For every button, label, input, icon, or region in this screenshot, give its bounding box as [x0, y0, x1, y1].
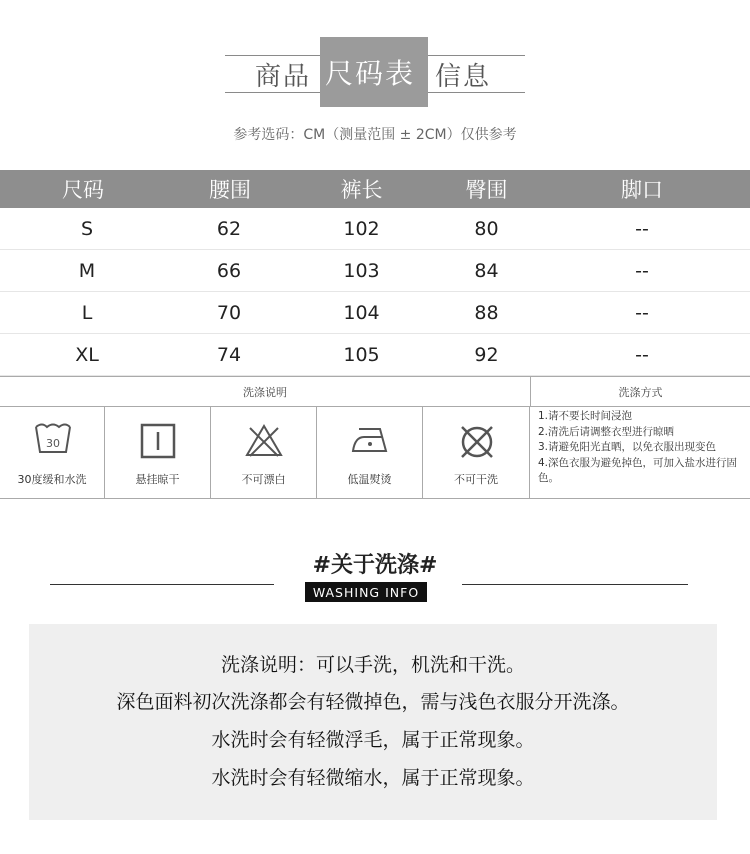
hang-dry-icon [140, 423, 176, 459]
table-row [0, 250, 750, 292]
care-cell-hang-dry [105, 407, 211, 499]
wash-30-icon [34, 421, 72, 455]
washing-info-divider-right [462, 584, 688, 585]
cell-hip: 92 [474, 343, 499, 366]
washing-info-line: 水洗时会有轻微浮毛，属于正常现象。 [211, 729, 535, 751]
cell-size: L [81, 301, 93, 324]
header-size: 尺码 [62, 178, 104, 202]
cell-hem: -- [635, 259, 649, 282]
cell-hem: -- [635, 301, 649, 324]
note-line: 4.深色衣服为避免掉色，可加入盐水进行固色。 [538, 456, 738, 484]
table-row [0, 208, 750, 250]
header-hem: 脚口 [621, 178, 663, 202]
cell-hip: 80 [474, 217, 499, 240]
washing-info-badge: WASHING INFO [305, 582, 427, 602]
washing-info-panel [29, 624, 717, 820]
care-label: 悬挂晾干 [135, 473, 180, 486]
cell-length: 102 [343, 217, 380, 240]
care-cell-wash [0, 407, 105, 499]
cell-hip: 88 [474, 301, 499, 324]
table-row [0, 292, 750, 334]
note-line: 2.清洗后请调整衣型进行晾晒 [538, 425, 675, 438]
cell-length: 103 [343, 259, 380, 282]
no-dry-clean-icon [458, 423, 496, 461]
title-section [0, 0, 750, 150]
care-label: 30度缓和水洗 [17, 473, 87, 486]
size-table [0, 170, 750, 376]
title-left-text: 商品 [255, 62, 312, 92]
title-main-text: 尺码表 [325, 57, 416, 90]
size-table-header [0, 170, 750, 208]
washing-info-divider-left [50, 584, 274, 585]
wash-method-header: 洗涤方式 [530, 376, 750, 407]
note-line: 3.请避免阳光直晒，以免衣服出现变色 [538, 441, 717, 453]
header-waist: 腰围 [209, 178, 251, 202]
header-length: 裤长 [340, 178, 383, 202]
low-iron-icon [350, 423, 390, 455]
washing-info-line: 洗涤说明：可以手洗，机洗和干洗。 [220, 654, 525, 676]
washing-info-title: #关于洗涤# [312, 553, 438, 578]
care-cell-no-bleach [211, 407, 317, 499]
cell-waist: 66 [216, 259, 242, 282]
care-cell-no-dry-clean [423, 407, 530, 499]
cell-waist: 62 [216, 217, 242, 240]
title-right-text: 信息 [435, 62, 492, 92]
no-bleach-icon [244, 423, 284, 459]
care-cell-low-iron [317, 407, 423, 499]
cell-hem: -- [635, 217, 649, 240]
cell-size: XL [75, 343, 99, 366]
cell-length: 105 [343, 343, 380, 366]
wash-care-table [0, 376, 750, 499]
header-hip: 臀围 [465, 178, 508, 202]
washing-info-line: 水洗时会有轻微缩水，属于正常现象。 [211, 767, 535, 789]
wash-instructions-header: 洗涤说明 [0, 376, 530, 407]
table-row [0, 334, 750, 376]
cell-size: S [80, 217, 94, 240]
washing-info-line: 深色面料初次洗涤都会有轻微掉色，需与浅色衣服分开洗涤。 [116, 691, 630, 713]
cell-hip: 84 [474, 259, 499, 282]
wash-temperature: 30 [46, 437, 60, 450]
cell-waist: 74 [216, 343, 242, 366]
cell-hem: -- [635, 343, 649, 366]
care-label: 不可漂白 [241, 473, 286, 486]
wash-method-notes [530, 407, 750, 499]
care-label: 低温熨烫 [347, 473, 392, 486]
cell-waist: 70 [216, 301, 242, 324]
cell-length: 104 [343, 301, 380, 324]
cell-size: M [78, 259, 96, 282]
care-label: 不可干洗 [454, 473, 498, 486]
size-reference-note: 参考选码：CM（测量范围 ± 2CM）仅供参考 [233, 127, 517, 143]
note-line: 1.请不要长时间浸泡 [538, 410, 633, 422]
